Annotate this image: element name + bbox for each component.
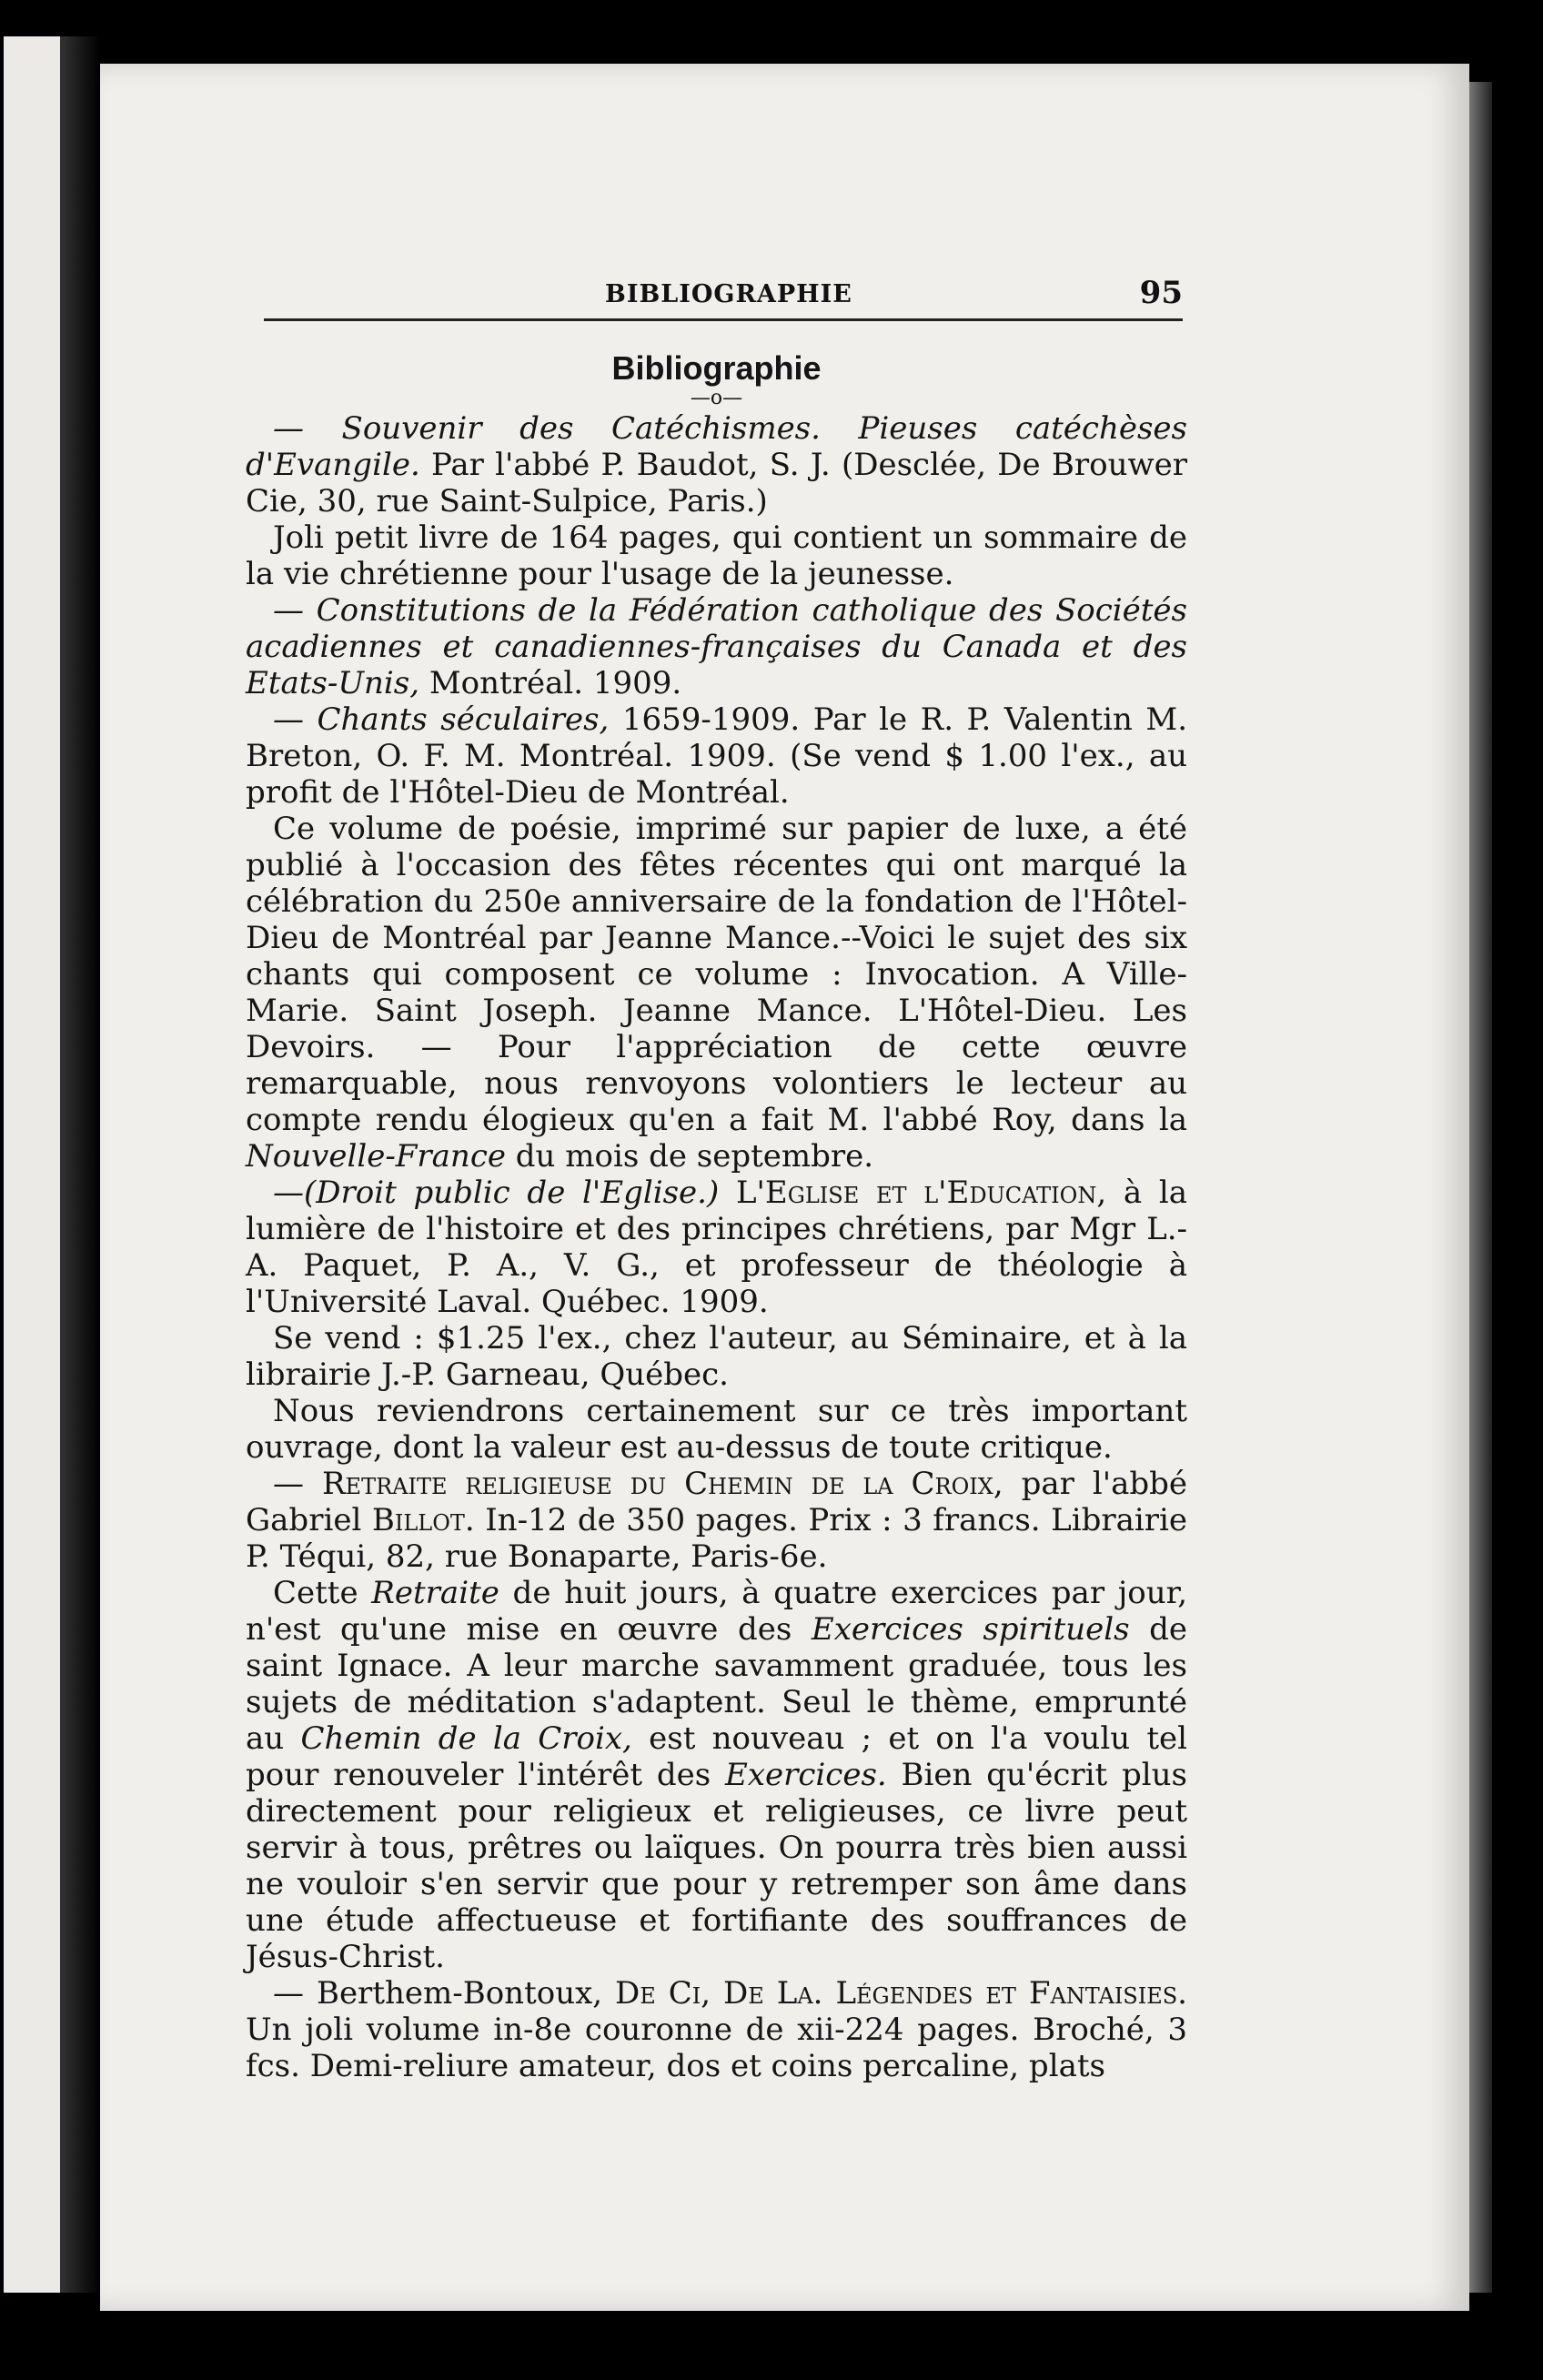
review-text: Cette (273, 1575, 372, 1611)
entry-4-title: L'Eglise et l'Education, (719, 1175, 1107, 1211)
entry-3-review-journal: Nouvelle-France (246, 1138, 506, 1175)
entry-5-author: Billot. (371, 1502, 475, 1538)
entry-3-review-end: du mois de septembre. (505, 1138, 874, 1175)
review-italic: Exercices. (725, 1757, 887, 1793)
running-head: BIBLIOGRAPHIE (605, 280, 852, 308)
review-text: de saint Ignace. A leur marche savamment graduée, tous les sujets de méditation s'adaptent. Seul le thème, emprunté au (246, 1611, 1187, 1757)
review-italic: Exercices spirituels (811, 1611, 1130, 1648)
entry-6-details: Un joli volume in-8e couronne de xii-224 pages. Broché, 3 fcs. Demi-reliure amateur, dos et coins percaline, plats (246, 2012, 1187, 2084)
entry-6-title: De Ci, De La. Légendes et Fantaisies. (615, 1975, 1187, 2012)
entry-3-details: 1659-1909. Par le R. P. Valentin M. Breton, O. F. M. Montréal. 1909. (Se vend $ 1.00 l'ex., au profit de l'Hôtel-Dieu de Montréal. (246, 701, 1187, 811)
previous-page-sliver (4, 36, 60, 2293)
review-italic: Chemin de la Croix, (300, 1720, 632, 1757)
entry-5-title: Retraite religieuse du Chemin de la Croix, (321, 1466, 1003, 1502)
entry-4-citation (246, 1175, 1187, 1320)
page-body (246, 350, 1187, 2084)
entry-5-review (246, 1575, 1187, 1975)
section-title: Bibliographie (611, 349, 822, 387)
entry-6-citation (246, 1975, 1187, 2084)
left-page-edge (0, 0, 100, 2380)
entry-1-title: — Souvenir des Catéchismes. Pieuses catéchèses d'Evangile. (246, 410, 1187, 483)
gutter-shadow (60, 36, 100, 2293)
entry-4-review: Nous reviendrons certainement sur ce très important ouvrage, dont la valeur est au-dessus de toute critique. (246, 1393, 1187, 1466)
entry-3-review (246, 811, 1187, 1175)
entry-4-series: —(Droit public de l'Eglise.) (273, 1175, 720, 1211)
review-text: de huit jours, à quatre exercices par jour, n'est qu'une mise en œuvre des (246, 1575, 1187, 1648)
entry-4-details: à la lumière de l'histoire et des principes chrétiens, par Mgr L.-A. Paquet, P. A., V. G., et professeur de théologie à l'Université Laval. Québec. 1909. (246, 1175, 1187, 1320)
review-italic: Retraite (371, 1575, 499, 1611)
entry-2-details: Montréal. 1909. (419, 665, 682, 701)
entry-4-price: Se vend : $1.25 l'ex., chez l'auteur, au Séminaire, et à la librairie J.-P. Garneau, Québec. (246, 1320, 1187, 1393)
entry-5-lead: — (273, 1466, 322, 1502)
entry-5-details: In-12 de 350 pages. Prix : 3 francs. Librairie P. Téqui, 82, rue Bonaparte, Paris-6e. (246, 1502, 1187, 1575)
entry-5-author-lead: par l'abbé Gabriel (246, 1466, 1188, 1538)
entry-1-citation (246, 410, 1187, 519)
page-number: 95 (1139, 275, 1183, 311)
header-rule (264, 318, 1183, 321)
review-text: est nouveau ; et on l'a voulu tel pour renouveler l'intérêt des (246, 1720, 1188, 1793)
review-text: Bien qu'écrit plus directement pour religieux et religieuses, ce livre peut servir à tous, prêtres ou laïques. On pourra très bien aussi ne vouloir s'en servir que pour y retremper son âme dans une étude affectueuse et fortifiante des souffrances de Jésus-Christ. (246, 1757, 1187, 1975)
entry-1-review: Joli petit livre de 164 pages, qui contient un sommaire de la vie chrétienne pour l'usage de la jeunesse. (246, 519, 1187, 592)
entry-2-title: — Constitutions de la Fédération catholique des Sociétés acadiennes et canadiennes-françaises du Canada et des Etats-Unis, (246, 592, 1187, 701)
title-ornament: —o— (690, 387, 743, 409)
entry-3-title: — Chants séculaires, (273, 701, 610, 738)
entry-3-citation (246, 701, 1187, 811)
page-header (264, 273, 1183, 328)
entry-1-details: Par l'abbé P. Baudot, S. J. (Desclée, De Brouwer Cie, 30, rue Saint-Sulpice, Paris.) (246, 447, 1187, 519)
entry-3-review-text: Ce volume de poésie, imprimé sur papier de luxe, a été publié à l'occasion des fêtes récentes qui ont marqué la célébration du 250e anniversaire de la fondation de l'Hôtel-Dieu de Montréal par Jeanne Mance.--Voici le sujet des six chants qui composent ce volume : Invocation. A Ville-Marie. Saint Joseph. Jeanne Mance. L'Hôtel-Dieu. Les Devoirs. — Pour l'appréciation de cette œuvre remarquable, nous renvoyons volontiers le lecteur au compte rendu élogieux qu'en a fait M. l'abbé Roy, dans la (246, 811, 1187, 1138)
entry-5-citation (246, 1466, 1187, 1575)
entry-2-citation (246, 592, 1187, 701)
entry-6-author: — Berthem-Bontoux, (273, 1975, 616, 2012)
